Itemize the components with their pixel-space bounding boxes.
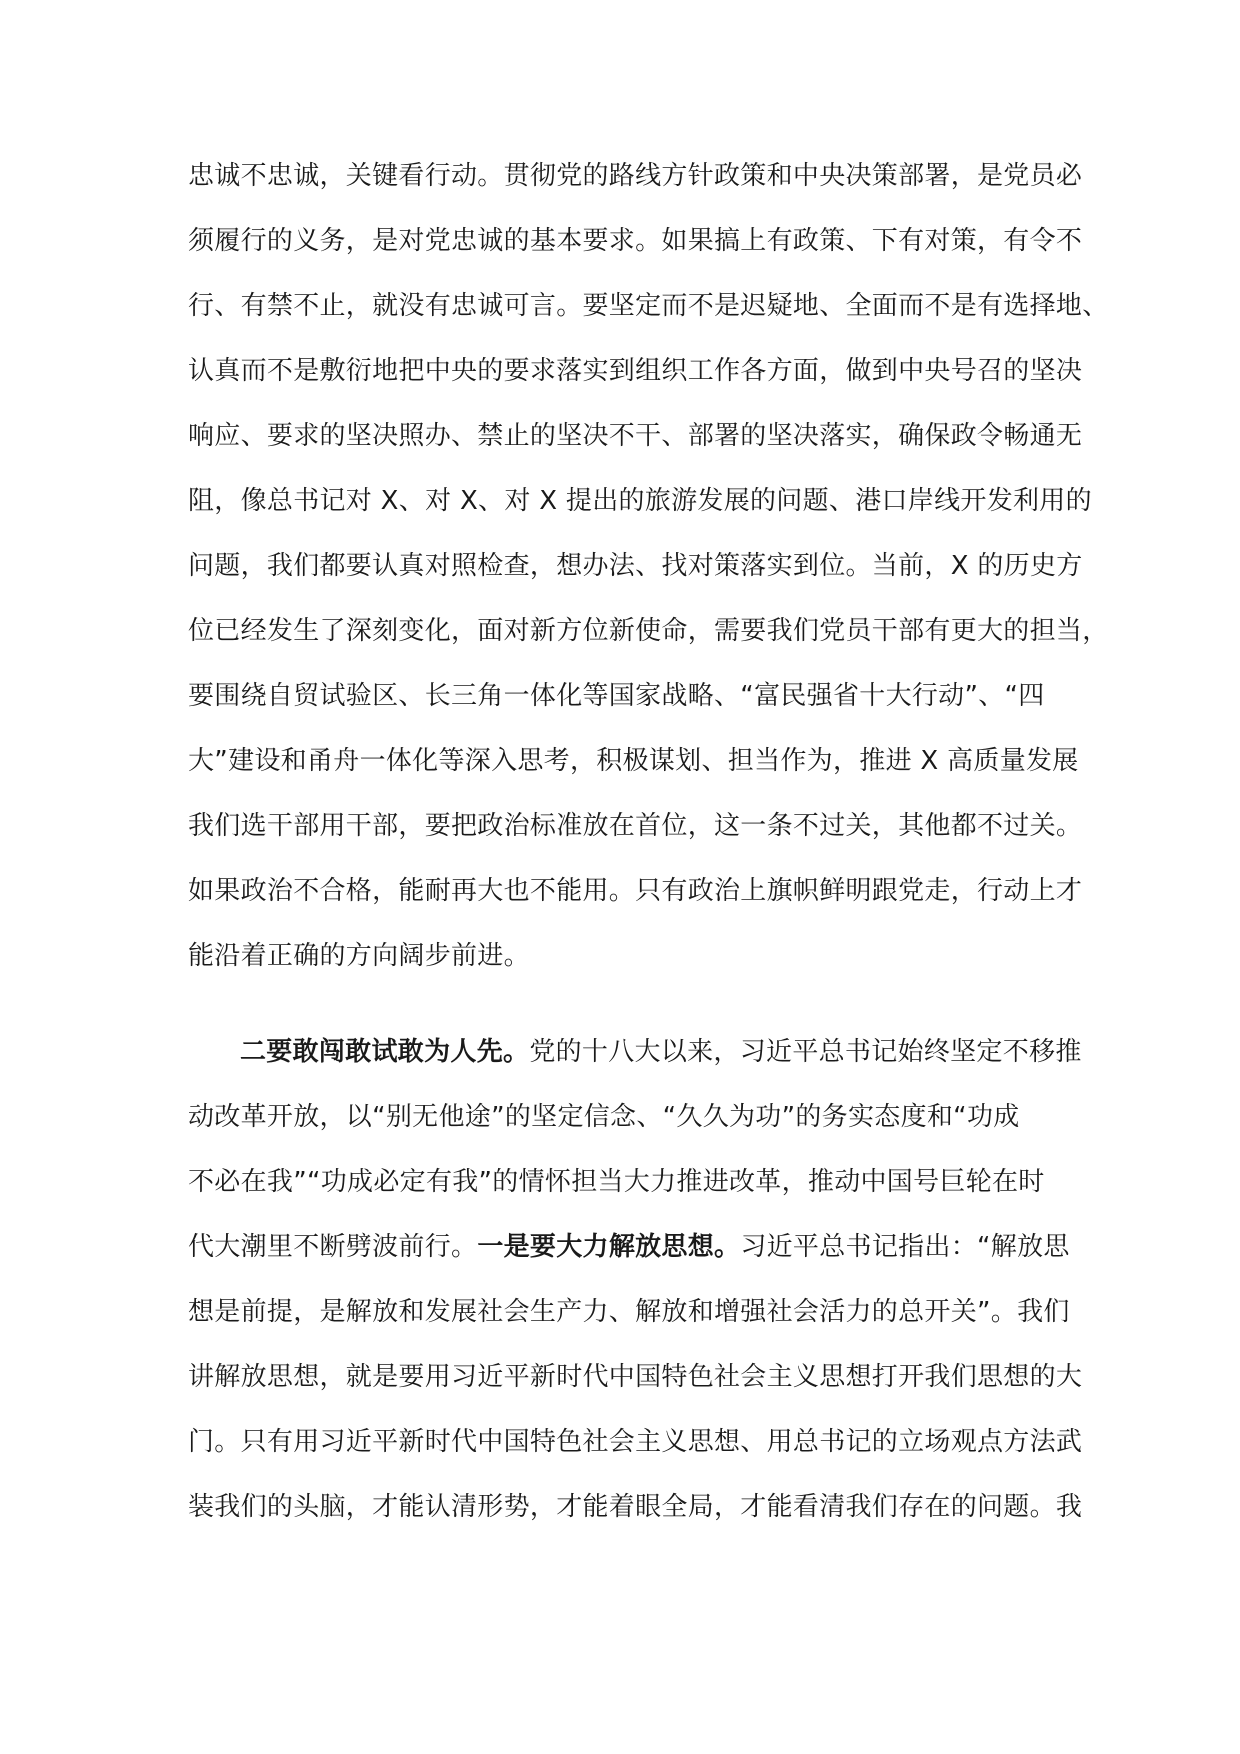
- text-segment: 习近平总书记指出：“解放思: [740, 1232, 1070, 1262]
- text-line: 问题，我们都要认真对照检查，想办法、找对策落实到位。当前，X 的历史方: [188, 551, 1083, 581]
- text-line: 讲解放思想，就是要用习近平新时代中国特色社会主义思想打开我们思想的大: [188, 1362, 1083, 1392]
- text-line: 门。只有用习近平新时代中国特色社会主义思想、用总书记的立场观点方法武: [188, 1427, 1083, 1457]
- text-line: 行、有禁不止，就没有忠诚可言。要坚定而不是迟疑地、全面而不是有选择地、: [188, 291, 1109, 321]
- text-line: [188, 1020, 1088, 1085]
- text-line: 大”建设和甬舟一体化等深入思考，积极谋划、担当作为，推进 X 高质量发展: [188, 746, 1079, 776]
- text-line: 能沿着正确的方向阔步前进。: [188, 941, 530, 971]
- text-segment: 代大潮里不断劈波前行。: [188, 1232, 478, 1262]
- text-line: 须履行的义务，是对党忠诚的基本要求。如果搞上有政策、下有对策，有令不: [188, 226, 1083, 256]
- text-line: 我们选干部用干部，要把政治标准放在首位，这一条不过关，其他都不过关。: [188, 811, 1083, 841]
- text-line: 位已经发生了深刻变化，面对新方位新使命，需要我们党员干部有更大的担当，: [188, 616, 1109, 646]
- text-line: 动改革开放，以“别无他途”的坚定信念、“久久为功”的务实态度和“功成: [188, 1102, 1020, 1132]
- text-line: 认真而不是敷衍地把中央的要求落实到组织工作各方面，做到中央号召的坚决: [188, 356, 1083, 386]
- subsection-heading: 一是要大力解放思想。: [477, 1232, 741, 1262]
- text-line: 忠诚不忠诚，关键看行动。贯彻党的路线方针政策和中央决策部署，是党员必: [188, 161, 1083, 191]
- section-heading: 二要敢闯敢试敢为人先。: [240, 1037, 530, 1067]
- text-line: 阻，像总书记对 X、对 X、对 X 提出的旅游发展的问题、港口岸线开发利用的: [188, 486, 1092, 516]
- text-line: 装我们的头脑，才能认清形势，才能着眼全局，才能看清我们存在的问题。我: [188, 1492, 1083, 1522]
- text-line: [188, 1215, 1088, 1280]
- text-line: 要围绕自贸试验区、长三角一体化等国家战略、“富民强省十大行动”、“四: [188, 681, 1045, 711]
- text-line: 响应、要求的坚决照办、禁止的坚决不干、部署的坚决落实，确保政令畅通无: [188, 421, 1083, 451]
- text-segment: 党的十八大以来，习近平总书记始终坚定不移推: [529, 1037, 1082, 1067]
- paragraph-reform: [188, 1020, 1088, 1540]
- text-line: 不必在我”“功成必定有我”的情怀担当大力推进改革，推动中国号巨轮在时: [188, 1167, 1045, 1197]
- text-line: 如果政治不合格，能耐再大也不能用。只有政治上旗帜鲜明跟党走，行动上才: [188, 876, 1083, 906]
- text-line: 想是前提，是解放和发展社会生产力、解放和增强社会活力的总开关”。我们: [188, 1297, 1070, 1327]
- paragraph-loyalty: [188, 144, 1109, 989]
